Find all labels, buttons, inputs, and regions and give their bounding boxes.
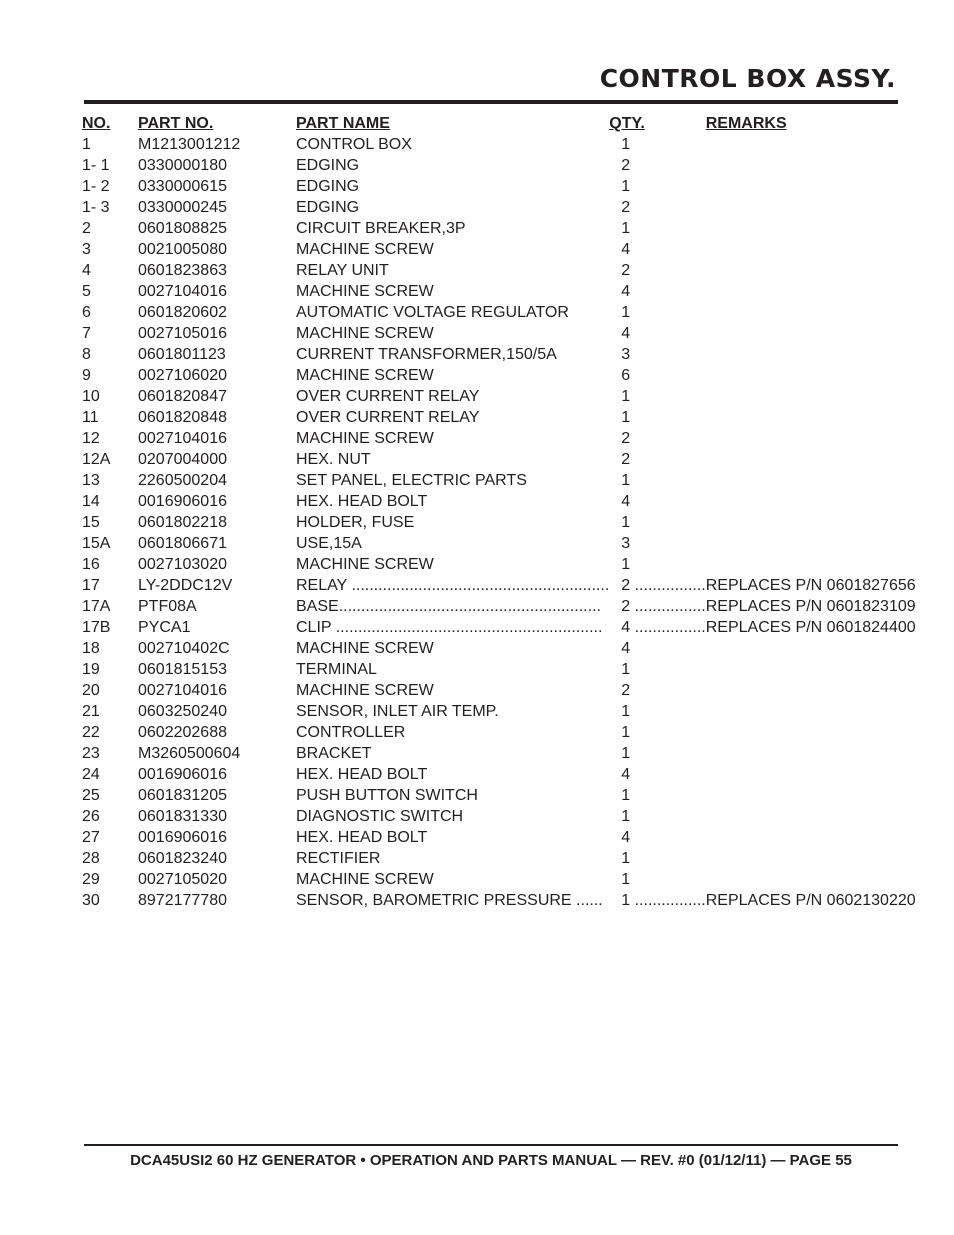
cell-remarks [706,680,916,701]
cell-no: 13 [82,472,100,489]
table-row [82,869,916,890]
table-row [82,407,916,428]
cell-remarks [706,533,916,554]
cell-no: 18 [82,640,100,657]
table-row [82,806,916,827]
cell-qty: 1 [621,661,631,678]
cell-part-no: LY-2DDC12V [138,577,233,594]
table-row [82,575,916,596]
cell-part-name: BASE........................................................... [296,598,601,615]
table-row [82,701,916,722]
table-row [82,470,916,491]
cell-part-name: HEX. NUT [296,451,371,468]
cell-qty: 4 [621,766,631,783]
cell-part-no: M1213001212 [138,136,241,153]
cell-qty: 1 [621,409,631,426]
cell-no: 26 [82,808,100,825]
table-row [82,386,916,407]
cell-qty: 1 ................ [621,892,706,909]
table-row [82,239,916,260]
header-part-no: PART NO. [138,115,214,132]
cell-part-no: 0601815153 [138,661,227,678]
cell-remarks [706,428,916,449]
table-row [82,785,916,806]
cell-qty: 4 [621,241,631,258]
cell-part-no: M3260500604 [138,745,241,762]
cell-remarks: REPLACES P/N 0602130220 [705,892,916,909]
cell-no: 1 [82,136,91,153]
cell-remarks [706,764,916,785]
cell-no: 12 [82,430,100,447]
cell-part-name: MACHINE SCREW [296,367,434,384]
table-row [82,344,916,365]
cell-no: 19 [82,661,100,678]
table-row [82,176,916,197]
cell-part-name: CLIP ............................................................ [296,619,603,636]
cell-remarks [706,743,916,764]
page-footer: DCA45USI2 60 HZ GENERATOR • OPERATION AND PARTS MANUAL — REV. #0 (01/12/11) — PAGE 55 [130,1152,852,1169]
cell-part-name: HEX. HEAD BOLT [296,493,428,510]
cell-part-name: MACHINE SCREW [296,640,434,657]
cell-part-name: CIRCUIT BREAKER,3P [296,220,466,237]
cell-part-name: CURRENT TRANSFORMER,150/5A [296,346,557,363]
cell-qty: 4 [621,493,631,510]
cell-part-no: 0027104016 [138,430,227,447]
cell-no: 7 [82,325,91,342]
cell-remarks [706,407,916,428]
cell-remarks: REPLACES P/N 0601823109 [705,598,916,615]
cell-no: 9 [82,367,91,384]
cell-part-no: PTF08A [138,598,197,615]
cell-part-name: HOLDER, FUSE [296,514,415,531]
cell-part-no: 0601823240 [138,850,227,867]
table-row [82,512,916,533]
cell-part-no: 0601820602 [138,304,227,321]
footer-divider [84,1144,898,1146]
cell-qty: 3 [621,535,631,552]
cell-part-no: PYCA1 [138,619,191,636]
title-divider [84,100,898,104]
cell-part-no: 0016906016 [138,829,227,846]
cell-remarks [706,638,916,659]
cell-qty: 1 [621,220,631,237]
cell-remarks [706,806,916,827]
cell-qty: 3 [621,346,631,363]
cell-no: 17 [82,577,100,594]
cell-remarks [706,197,916,218]
cell-part-name: EDGING [296,199,360,216]
cell-part-no: 0601820847 [138,388,227,405]
header-remarks: REMARKS [705,115,787,132]
cell-no: 17A [82,598,111,615]
cell-no: 22 [82,724,100,741]
cell-qty: 1 [621,472,631,489]
cell-remarks [706,491,916,512]
cell-qty: 2 [621,451,631,468]
cell-no: 3 [82,241,91,258]
cell-remarks [706,701,916,722]
cell-qty: 4 [621,325,631,342]
cell-qty: 1 [621,850,631,867]
cell-remarks [706,785,916,806]
cell-part-name: USE,15A [296,535,362,552]
cell-qty: 4 ................ [621,619,706,636]
cell-part-name: MACHINE SCREW [296,871,434,888]
cell-qty: 1 [621,787,631,804]
cell-part-no: 0027103020 [138,556,227,573]
cell-part-name: SENSOR, INLET AIR TEMP. [296,703,499,720]
cell-remarks [706,365,916,386]
cell-no: 1- 2 [82,178,110,195]
cell-part-name: SENSOR, BAROMETRIC PRESSURE ...... [296,892,603,909]
cell-no: 10 [82,388,100,405]
cell-no: 6 [82,304,91,321]
cell-part-name: PUSH BUTTON SWITCH [296,787,478,804]
cell-qty: 1 [621,178,631,195]
cell-remarks [706,155,916,176]
cell-part-no: 0330000615 [138,178,227,195]
cell-part-name: RELAY .......................................................... [296,577,610,594]
cell-part-no: 0601806671 [138,535,227,552]
cell-part-name: EDGING [296,178,360,195]
cell-qty: 2 ................ [621,577,706,594]
cell-no: 28 [82,850,100,867]
cell-part-name: DIAGNOSTIC SWITCH [296,808,464,825]
cell-part-name: OVER CURRENT RELAY [296,388,480,405]
cell-part-no: 0601802218 [138,514,227,531]
cell-part-name: SET PANEL, ELECTRIC PARTS [296,472,527,489]
cell-qty: 1 [621,556,631,573]
cell-no: 15A [82,535,111,552]
cell-part-no: 8972177780 [138,892,227,909]
cell-remarks [706,722,916,743]
table-row [82,596,916,617]
cell-no: 11 [82,409,99,426]
cell-qty: 2 [621,262,631,279]
cell-qty: 1 [621,136,631,153]
cell-part-no: 0027105020 [138,871,227,888]
cell-remarks [706,470,916,491]
cell-part-no: 0601801123 [138,346,226,363]
cell-part-no: 0601823863 [138,262,227,279]
cell-part-no: 0601808825 [138,220,227,237]
table-row [82,638,916,659]
cell-part-no: 0601831205 [138,787,227,804]
cell-remarks [706,827,916,848]
cell-no: 2 [82,220,91,237]
table-row [82,827,916,848]
cell-qty: 1 [621,808,631,825]
cell-no: 30 [82,892,100,909]
cell-no: 21 [82,703,100,720]
table-row [82,722,916,743]
cell-part-no: 0601820848 [138,409,227,426]
cell-no: 24 [82,766,100,783]
cell-no: 8 [82,346,91,363]
table-row [82,449,916,470]
cell-part-name: MACHINE SCREW [296,556,434,573]
cell-no: 27 [82,829,100,846]
cell-remarks [706,281,916,302]
cell-part-name: RECTIFIER [296,850,381,867]
cell-part-no: 0016906016 [138,766,227,783]
parts-table [82,113,916,911]
cell-part-no: 0603250240 [138,703,227,720]
table-row [82,680,916,701]
cell-qty: 2 [621,682,631,699]
cell-remarks [706,218,916,239]
table-row [82,197,916,218]
table-row [82,491,916,512]
header-qty: QTY. [609,115,645,132]
cell-part-name: MACHINE SCREW [296,430,434,447]
cell-qty: 2 [621,199,631,216]
table-row [82,428,916,449]
cell-part-name: MACHINE SCREW [296,241,434,258]
cell-part-name: RELAY UNIT [296,262,389,279]
cell-remarks: REPLACES P/N 0601827656 [705,577,916,594]
cell-part-name: HEX. HEAD BOLT [296,829,428,846]
cell-part-no: 002710402C [138,640,230,657]
cell-part-no: 0027104016 [138,283,227,300]
cell-qty: 1 [621,514,631,531]
cell-qty: 2 [621,430,631,447]
cell-no: 14 [82,493,100,510]
table-row [82,617,916,638]
header-part-name: PART NAME [296,115,390,132]
cell-no: 4 [82,262,91,279]
cell-remarks [706,848,916,869]
cell-part-name: HEX. HEAD BOLT [296,766,428,783]
cell-part-name: AUTOMATIC VOLTAGE REGULATOR [296,304,569,321]
cell-remarks: REPLACES P/N 0601824400 [705,619,916,636]
cell-part-name: MACHINE SCREW [296,682,434,699]
table-row [82,764,916,785]
cell-qty: 2 ................ [621,598,706,615]
cell-remarks [706,512,916,533]
cell-no: 1- 1 [82,157,110,174]
cell-remarks [706,869,916,890]
cell-remarks [706,134,916,155]
cell-no: 16 [82,556,100,573]
cell-remarks [706,449,916,470]
parts-table-body [82,134,916,911]
page-title: CONTROL BOX ASSY. [599,64,896,93]
cell-no: 29 [82,871,100,888]
cell-remarks [706,302,916,323]
cell-no: 20 [82,682,100,699]
table-row [82,533,916,554]
cell-qty: 4 [621,640,631,657]
cell-no: 25 [82,787,100,804]
table-row [82,890,916,911]
table-header-row [82,113,916,134]
cell-qty: 2 [621,157,631,174]
cell-part-name: EDGING [296,157,360,174]
cell-qty: 1 [621,703,631,720]
table-row [82,659,916,680]
cell-no: 17B [82,619,111,636]
cell-part-no: 0027106020 [138,367,227,384]
cell-part-name: MACHINE SCREW [296,325,434,342]
cell-no: 1- 3 [82,199,110,216]
cell-part-no: 0601831330 [138,808,227,825]
cell-part-no: 0330000180 [138,157,227,174]
table-row [82,848,916,869]
cell-qty: 1 [621,745,631,762]
table-row [82,134,916,155]
cell-qty: 6 [621,367,631,384]
cell-part-no: 0330000245 [138,199,227,216]
cell-remarks [706,239,916,260]
cell-qty: 4 [621,829,631,846]
cell-part-name: CONTROL BOX [296,136,412,153]
cell-no: 12A [82,451,111,468]
cell-part-name: CONTROLLER [296,724,406,741]
table-row [82,365,916,386]
table-row [82,323,916,344]
cell-qty: 1 [621,304,631,321]
table-row [82,554,916,575]
cell-remarks [706,323,916,344]
cell-part-name: TERMINAL [296,661,377,678]
cell-part-no: 0027105016 [138,325,227,342]
table-row [82,281,916,302]
table-row [82,260,916,281]
cell-qty: 1 [621,388,631,405]
cell-remarks [706,554,916,575]
cell-no: 5 [82,283,91,300]
cell-part-no: 0016906016 [138,493,227,510]
cell-part-no: 2260500204 [138,472,227,489]
table-row [82,743,916,764]
cell-qty: 1 [621,871,631,888]
cell-part-name: MACHINE SCREW [296,283,434,300]
cell-part-no: 0602202688 [138,724,227,741]
cell-qty: 4 [621,283,631,300]
cell-remarks [706,260,916,281]
cell-no: 23 [82,745,100,762]
cell-part-no: 0207004000 [138,451,227,468]
cell-part-name: OVER CURRENT RELAY [296,409,480,426]
cell-part-no: 0021005080 [138,241,227,258]
cell-no: 15 [82,514,100,531]
table-row [82,218,916,239]
table-row [82,155,916,176]
cell-part-no: 0027104016 [138,682,227,699]
cell-remarks [706,176,916,197]
header-no: NO. [82,115,111,132]
cell-remarks [706,344,916,365]
cell-qty: 1 [621,724,631,741]
table-row [82,302,916,323]
cell-remarks [706,386,916,407]
cell-remarks [706,659,916,680]
cell-part-name: BRACKET [296,745,372,762]
